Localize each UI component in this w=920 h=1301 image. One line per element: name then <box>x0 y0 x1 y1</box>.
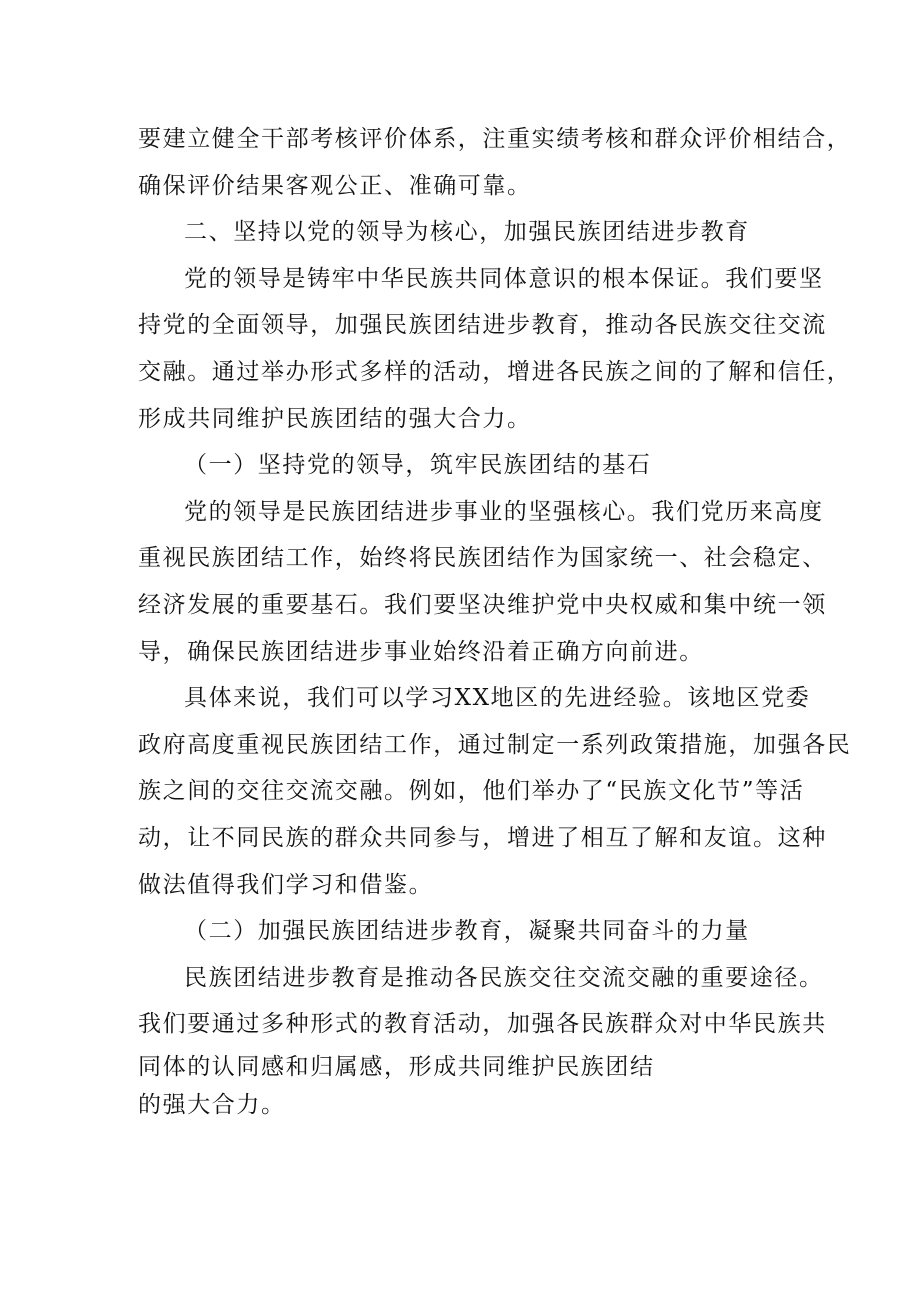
text-line: 导，确保民族团结进步事业始终沿着正确方向前进。 <box>138 638 704 665</box>
text-line: 党的领导是民族团结进步事业的坚强核心。我们党历来高度 <box>184 498 824 525</box>
text-line: 经济发展的重要基石。我们要坚决维护党中央权威和集中统一领 <box>138 591 827 618</box>
text-line: 族之间的交往交流交融。例如，他们举办了“民族文化节”等活 <box>138 778 805 805</box>
text-line: 我们要通过多种形式的教育活动，加强各民族群众对中华民族共 <box>138 1011 827 1038</box>
text-line: 政府高度重视民族团结工作，通过制定一系列政策措施，加强各民 <box>138 731 852 758</box>
text-line: 形成共同维护民族团结的强大合力。 <box>138 405 532 432</box>
document-body <box>138 116 852 1124</box>
text-line-final: 的强大合力。 <box>138 1091 286 1118</box>
paragraph-ending <box>138 1048 798 1124</box>
subsection-heading: （二）加强民族团结进步教育，凝聚共同奋斗的力量 <box>184 918 750 945</box>
text-line: 动，让不同民族的群众共同参与，增进了相互了解和友谊。这种 <box>138 824 827 851</box>
text-line: 持党的全面领导，加强民族团结进步教育，推动各民族交往交流 <box>138 312 827 339</box>
text-line: 具体来说，我们可以学习XX地区的先进经验。该地区党委 <box>184 685 811 712</box>
text-line: 党的领导是铸牢中华民族共同体意识的根本保证。我们要坚 <box>184 265 824 292</box>
text-line: 重视民族团结工作，始终将民族团结作为国家统一、社会稳定、 <box>138 545 827 572</box>
text-line: 交融。通过举办形式多样的活动，增进各民族之间的了解和信任， <box>138 358 852 385</box>
section-heading: 二、坚持以党的领导为核心，加强民族团结进步教育 <box>184 219 750 246</box>
subsection-heading: （一）坚持党的领导，筑牢民族团结的基石 <box>184 452 652 479</box>
text-line: 民族团结进步教育是推动各民族交往交流交融的重要途径。 <box>184 964 824 991</box>
text-line: 要建立健全干部考核评价体系，注重实绩考核和群众评价相结合， <box>138 126 852 152</box>
text-line: 同体的认同感和归属感，形成共同维护民族团结 <box>138 1053 655 1080</box>
text-line: 确保评价结果客观公正、准确可靠。 <box>138 172 532 199</box>
text-line: 做法值得我们学习和借鉴。 <box>138 871 434 898</box>
